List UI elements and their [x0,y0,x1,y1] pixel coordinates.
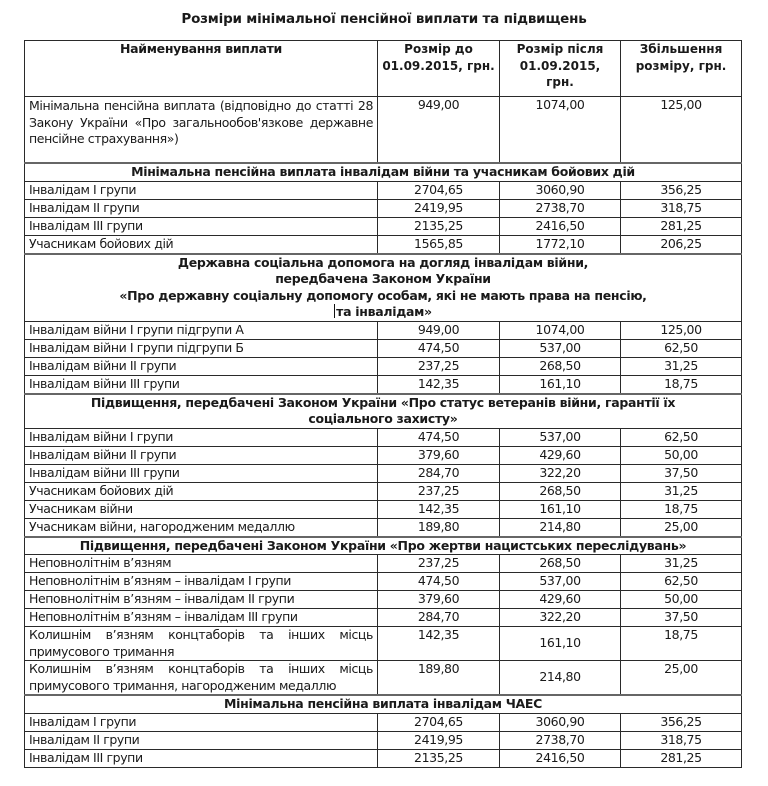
row-name: Колишнім в’язням концтаборів та інших місць примусового тримання, нагородженим медаллю [25,661,378,696]
row-before: 2419,95 [378,731,500,749]
row-after: 2738,70 [500,731,621,749]
row-after: 214,80 [500,661,621,696]
row-name: Неповнолітнім в’язням – інвалідам І групи [25,573,378,591]
row-name: Учасникам бойових дій [25,482,378,500]
table-row [25,357,742,375]
row-after: 322,20 [500,464,621,482]
table-row [25,235,742,254]
section-header [25,537,742,555]
table-row [25,609,742,627]
row-increase: 62,50 [621,339,742,357]
table-row [25,217,742,235]
row-name: Інвалідам ІІ групи [25,731,378,749]
row-name: Колишнім в’язням концтаборів та інших місць примусового тримання [25,627,378,661]
table-row [25,464,742,482]
row-name: Інвалідам війни ІІ групи [25,446,378,464]
row-after: 2416,50 [500,217,621,235]
table-row [25,713,742,731]
row-after: 1074,00 [500,321,621,339]
section-title-line-with-caret [29,304,737,321]
column-header-after: Розмір після 01.09.2015, грн. [500,41,621,97]
row-increase: 31,25 [621,482,742,500]
text-cursor [334,304,335,318]
table-row [25,375,742,394]
column-header-name: Найменування виплати [25,41,378,97]
row-before: 142,35 [378,500,500,518]
row-before: 284,70 [378,609,500,627]
row-before: 1565,85 [378,235,500,254]
row-increase: 62,50 [621,428,742,446]
section-header [25,163,742,181]
section-title: Мінімальна пенсійна виплата інвалідам ЧАЕС [25,695,742,713]
section-title-line: Державна соціальна допомога на догляд інвалідам війни, [177,254,589,270]
row-before: 949,00 [378,321,500,339]
row-after: 2416,50 [500,749,621,767]
table-row [25,181,742,199]
row-before: 2135,25 [378,217,500,235]
table-row [25,428,742,446]
row-after: 268,50 [500,357,621,375]
row-increase: 50,00 [621,446,742,464]
row-after: 161,10 [500,500,621,518]
column-header-increase: Збільшення розміру, грн. [621,41,742,97]
row-after: 537,00 [500,573,621,591]
table-row [25,731,742,749]
section-header [25,254,742,322]
section-title-line: «Про державну соціальну допомогу особам, які не мають права на пенсію, [119,287,647,303]
row-increase: 31,25 [621,555,742,573]
row-before: 2704,65 [378,181,500,199]
row-before: 474,50 [378,428,500,446]
row-increase: 25,00 [621,661,742,696]
row-increase: 356,25 [621,181,742,199]
row-increase: 206,25 [621,235,742,254]
row-increase: 18,75 [621,500,742,518]
row-name: Неповнолітнім в’язням – інвалідам ІІІ групи [25,609,378,627]
row-increase: 50,00 [621,591,742,609]
row-increase: 281,25 [621,749,742,767]
row-increase: 125,00 [621,321,742,339]
table-row [25,446,742,464]
table-row [25,518,742,537]
table-row [25,573,742,591]
row-before: 474,50 [378,573,500,591]
section-header [25,695,742,713]
row-name: Інвалідам війни І групи [25,428,378,446]
section-title [25,254,742,322]
row-before: 142,35 [378,375,500,394]
row-before: 949,00 [378,97,500,164]
row-name: Неповнолітнім в’язням [25,555,378,573]
row-increase: 37,50 [621,464,742,482]
row-increase: 37,50 [621,609,742,627]
row-after: 1772,10 [500,235,621,254]
row-before: 189,80 [378,661,500,696]
row-after: 1074,00 [500,97,621,164]
row-name: Інвалідам війни ІІІ групи [25,464,378,482]
table-row [25,482,742,500]
row-before: 474,50 [378,339,500,357]
row-name: Інвалідам ІІ групи [25,199,378,217]
section-title: Підвищення, передбачені Законом України «Про жертви нацистських переслідувань» [25,537,742,555]
row-increase: 318,75 [621,199,742,217]
row-before: 2704,65 [378,713,500,731]
row-after: 3060,90 [500,181,621,199]
column-header-before: Розмір до 01.09.2015, грн. [378,41,500,97]
row-before: 2135,25 [378,749,500,767]
row-name: Інвалідам війни І групи підгрупи Б [25,339,378,357]
row-before: 379,60 [378,591,500,609]
page-title: Розміри мінімальної пенсійної виплати та підвищень [181,11,587,27]
row-after: 537,00 [500,428,621,446]
table-row [25,749,742,767]
table-row [25,339,742,357]
table-row [25,500,742,518]
row-before: 237,25 [378,357,500,375]
section-header [25,394,742,429]
row-name: Інвалідам війни ІІІ групи [25,375,378,394]
row-after: 537,00 [500,339,621,357]
row-increase: 356,25 [621,713,742,731]
row-name: Учасникам війни [25,500,378,518]
row-increase: 18,75 [621,627,742,661]
table-row [25,97,742,164]
section-title-line: передбачена Законом України [275,271,491,286]
row-name: Неповнолітнім в’язням – інвалідам ІІ групи [25,591,378,609]
table-row [25,661,742,696]
row-before: 237,25 [378,555,500,573]
row-after: 322,20 [500,609,621,627]
section-title: Мінімальна пенсійна виплата інвалідам війни та учасникам бойових дій [25,163,742,181]
row-before: 189,80 [378,518,500,537]
row-increase: 318,75 [621,731,742,749]
row-name: Учасникам бойових дій [25,235,378,254]
table-row [25,627,742,661]
row-name: Інвалідам війни ІІ групи [25,357,378,375]
row-increase: 281,25 [621,217,742,235]
row-after: 214,80 [500,518,621,537]
row-before: 142,35 [378,627,500,661]
payments-table [24,40,742,768]
row-before: 2419,95 [378,199,500,217]
row-before: 379,60 [378,446,500,464]
row-after: 3060,90 [500,713,621,731]
table-row [25,555,742,573]
row-increase: 125,00 [621,97,742,164]
row-increase: 25,00 [621,518,742,537]
row-after: 161,10 [500,627,621,661]
table-row [25,321,742,339]
row-name: Учасникам війни, нагородженим медаллю [25,518,378,537]
row-after: 268,50 [500,555,621,573]
row-increase: 18,75 [621,375,742,394]
row-increase: 62,50 [621,573,742,591]
row-increase: 31,25 [621,357,742,375]
row-after: 161,10 [500,375,621,394]
section-title-line: та інвалідам» [336,304,432,319]
row-name: Інвалідам ІІІ групи [25,217,378,235]
table-row [25,199,742,217]
row-name: Інвалідам І групи [25,181,378,199]
section-title: Підвищення, передбачені Законом України «Про статус ветеранів війни, гарантії їх соціального захисту» [25,394,742,429]
row-name: Інвалідам ІІІ групи [25,749,378,767]
row-after: 429,60 [500,591,621,609]
row-after: 429,60 [500,446,621,464]
table-header-row [25,41,742,97]
row-after: 2738,70 [500,199,621,217]
row-name: Інвалідам І групи [25,713,378,731]
row-before: 284,70 [378,464,500,482]
table-row [25,591,742,609]
row-before: 237,25 [378,482,500,500]
row-name: Мінімальна пенсійна виплата (відповідно до статті 28 Закону України «Про загальнообов'язкове державне пенсійне страхування») [25,97,378,164]
row-after: 268,50 [500,482,621,500]
row-name: Інвалідам війни І групи підгрупи А [25,321,378,339]
